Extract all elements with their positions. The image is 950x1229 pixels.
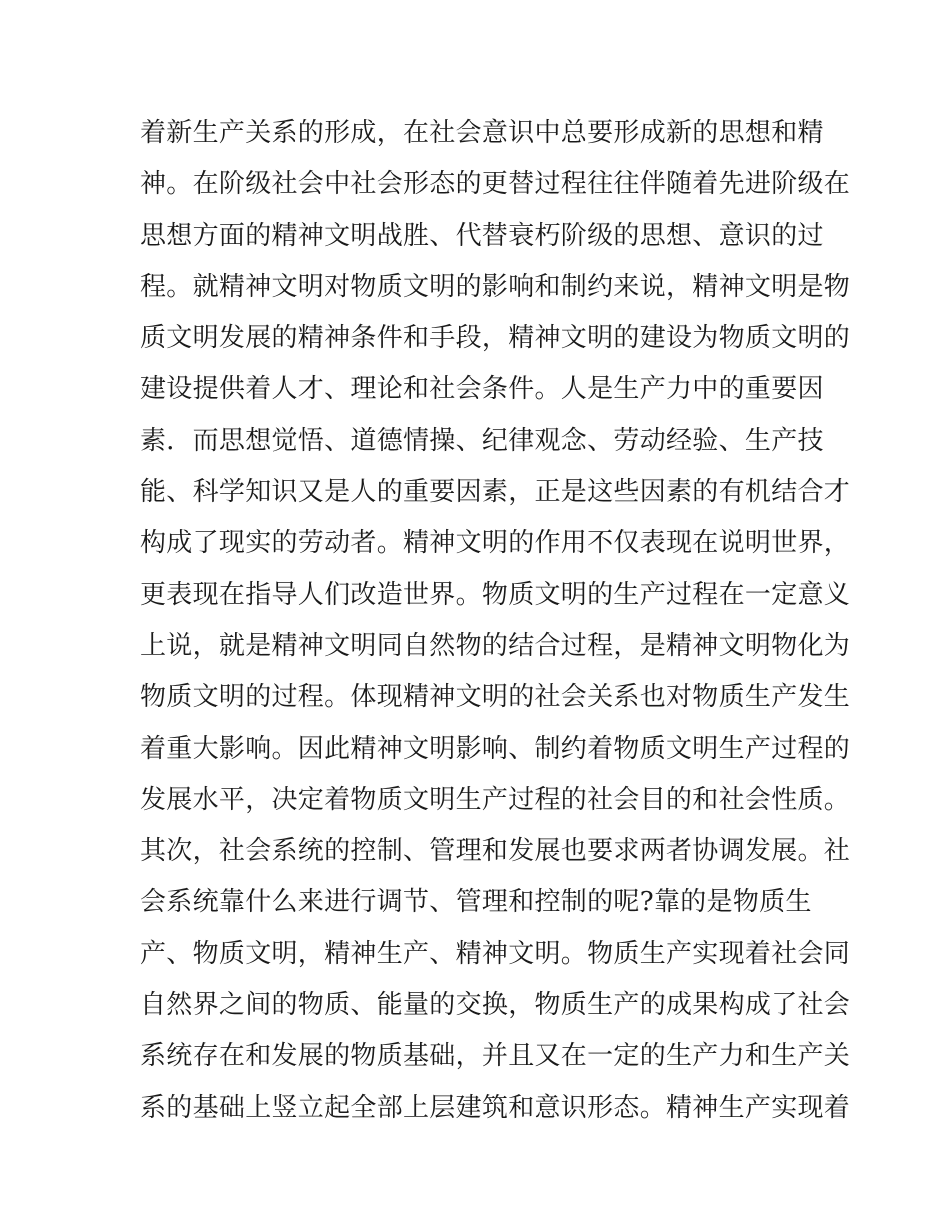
text-line: 物质文明的过程。体现精神文明的社会关系也对物质生产发生 — [140, 682, 851, 713]
text-line: 着重大影响。因此精神文明影响、制约着物质文明生产过程的 — [140, 733, 851, 764]
text-line: 建设提供着人才、理论和社会条件。人是生产力中的重要因 — [140, 374, 824, 405]
body-text — [140, 108, 851, 1134]
text-line: 上说，就是精神文明同自然物的结合过程，是精神文明物化为 — [140, 630, 851, 661]
text-line: 质文明发展的精神条件和手段，精神文明的建设为物质文明的 — [140, 323, 851, 354]
text-line: 发展水平，决定着物质文明生产过程的社会目的和社会性质。 — [140, 784, 851, 815]
text-line: 素．而思想觉悟、道德情操、纪律观念、劳动经验、生产技 — [140, 425, 824, 456]
text-line: 构成了现实的劳动者。精神文明的作用不仅表现在说明世界， — [140, 528, 851, 559]
text-line: 更表现在指导人们改造世界。物质文明的生产过程在一定意义 — [140, 579, 851, 610]
text-line: 系统存在和发展的物质基础，并且又在一定的生产力和生产关 — [140, 1041, 851, 1072]
text-line: 会系统靠什么来进行调节、管理和控制的呢?靠的是物质生 — [140, 887, 812, 918]
text-line: 思想方面的精神文明战胜、代替衰朽阶级的思想、意识的过 — [140, 220, 824, 251]
text-line: 系的基础上竖立起全部上层建筑和意识形态。精神生产实现着 — [140, 1092, 851, 1123]
text-line: 产、物质文明，精神生产、精神文明。物质生产实现着社会同 — [140, 938, 851, 969]
text-line: 着新生产关系的形成，在社会意识中总要形成新的思想和精 — [140, 118, 824, 148]
text-line: 能、科学知识又是人的重要因素，正是这些因素的有机结合才 — [140, 477, 851, 508]
text-line: 神。在阶级社会中社会形态的更替过程往往伴随着先进阶级在 — [140, 169, 851, 200]
text-line: 其次，社会系统的控制、管理和发展也要求两者协调发展。社 — [140, 836, 851, 867]
text-line: 自然界之间的物质、能量的交换，物质生产的成果构成了社会 — [140, 990, 851, 1021]
text-line: 程。就精神文明对物质文明的影响和制约来说，精神文明是物 — [140, 271, 851, 302]
